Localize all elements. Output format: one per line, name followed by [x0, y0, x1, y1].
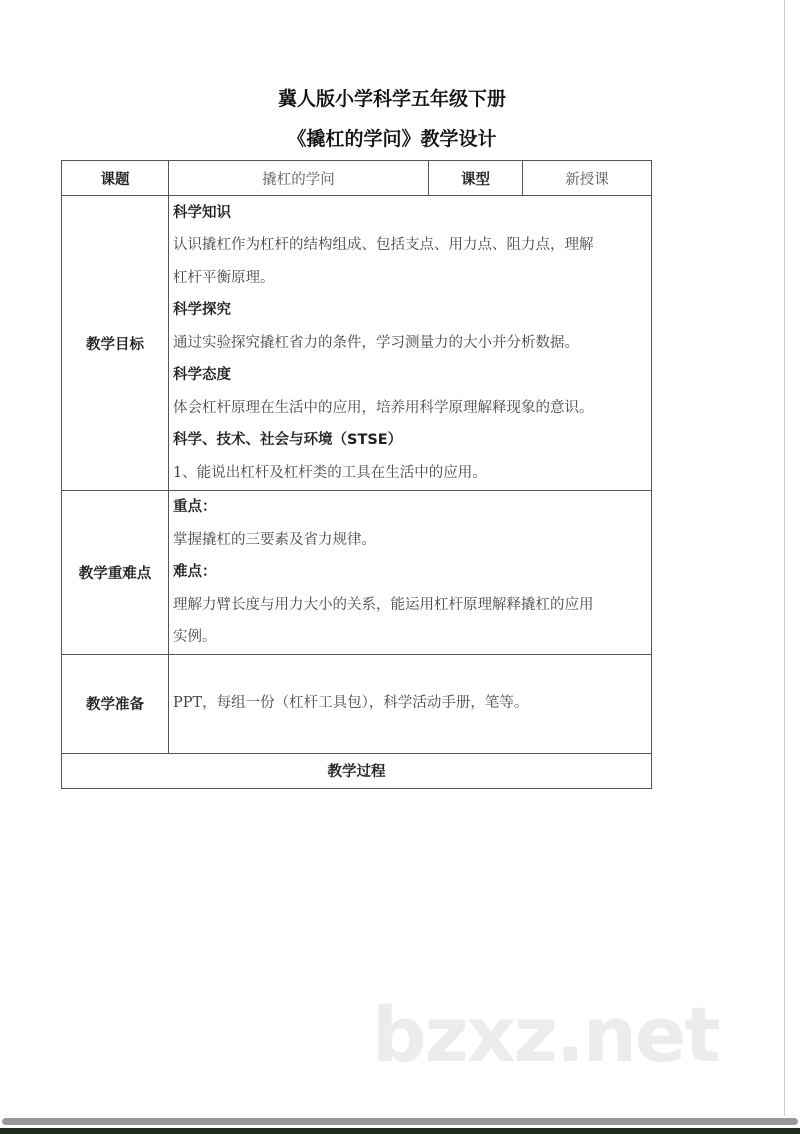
preparation-label: 教学准备	[62, 654, 169, 753]
watermark: bzxz.net	[372, 990, 719, 1079]
preparation-row	[62, 654, 652, 753]
objectives-row	[62, 196, 652, 491]
objective-text: 1、能说出杠杆及杠杆类的工具在生活中的应用。	[173, 464, 487, 481]
key-point-text: 掌握撬杠的三要素及省力规律。	[173, 531, 376, 548]
objective-text: 杠杆平衡原理。	[173, 269, 275, 286]
type-label: 课型	[429, 161, 523, 196]
key-points-row	[62, 491, 652, 655]
key-point-text: 理解力臂长度与用力大小的关系，能运用杠杆原理解释撬杠的应用	[173, 596, 594, 613]
objective-text: 体会杠杆原理在生活中的应用，培养用科学原理解释现象的意识。	[173, 399, 594, 416]
process-label: 教学过程	[62, 753, 652, 788]
process-row	[62, 753, 652, 788]
key-point-heading: 重点：	[173, 499, 217, 515]
objectives-label: 教学目标	[62, 196, 169, 491]
objective-heading: 科学知识	[173, 204, 231, 221]
key-points-label: 教学重难点	[62, 491, 169, 655]
objective-text: 认识撬杠作为杠杆的结构组成、包括支点、用力点、阻力点，理解	[173, 237, 594, 254]
header-row	[62, 161, 652, 196]
key-point-text: 实例。	[173, 629, 217, 645]
objective-heading: 科学态度	[173, 367, 231, 384]
desktop-strip	[0, 1128, 800, 1134]
topic-label: 课题	[62, 161, 169, 196]
lesson-plan-table	[61, 160, 652, 789]
objective-heading: 科学探究	[173, 302, 231, 319]
document-title: 冀人版小学科学五年级下册	[277, 88, 506, 110]
key-points-content	[169, 491, 652, 655]
preparation-text: PPT，每组一份（杠杆工具包），科学活动手册，笔等。	[169, 654, 652, 753]
objectives-content	[169, 196, 652, 491]
horizontal-scrollbar[interactable]	[2, 1118, 798, 1125]
key-point-heading: 难点：	[173, 564, 217, 580]
type-value: 新授课	[523, 161, 652, 196]
document-subtitle: 《撬杠的学问》教学设计	[287, 128, 497, 150]
topic-value: 撬杠的学问	[169, 161, 429, 196]
objective-text: 通过实验探究撬杠省力的条件，学习测量力的大小并分析数据。	[173, 334, 579, 351]
objective-heading: 科学、技术、社会与环境（STSE）	[173, 432, 403, 449]
